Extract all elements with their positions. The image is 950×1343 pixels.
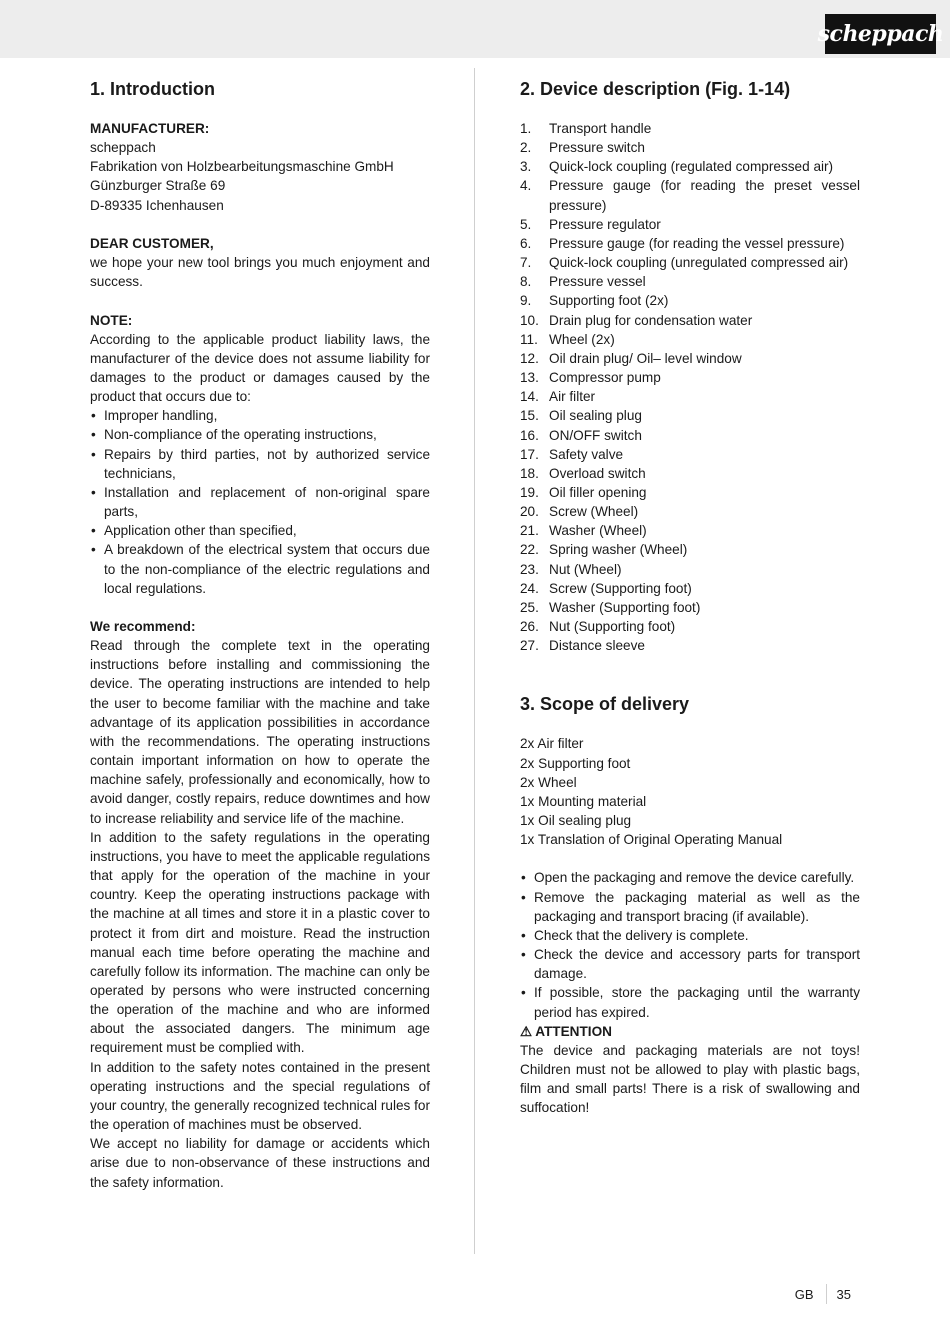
part-number: 8. — [520, 274, 532, 290]
list-item: • Repairs by third parties, not by authorized service technicians, — [90, 445, 430, 483]
header-bar — [0, 0, 950, 58]
part-item — [520, 426, 860, 445]
list-item: 2x Supporting foot — [520, 755, 631, 771]
part-label: Oil sealing plug — [549, 408, 642, 424]
list-item: 1x Translation of Original Operating Manual — [520, 832, 783, 848]
manufacturer-line: Fabrikation von Holzbearbeitungsmaschine GmbH — [90, 159, 394, 175]
list-item: • Improper handling, — [90, 406, 430, 425]
recommend-block — [90, 617, 430, 1192]
part-number: 20. — [520, 504, 539, 520]
part-item — [520, 311, 860, 330]
recommend-paragraph: Read through the complete text in the operating instructions before installing and commissioning the device. The operating instructions are intended to help the user to become familiar with the machine and take advantage of its application possibilities in accordance with the recommendations. The operating instructions contain important information on how to operate the machine safely, professionally and economically, how to avoid danger, costly repairs, reduce downtimes and how to increase reliability and service life of the machine. — [90, 638, 430, 826]
part-number: 1. — [520, 121, 532, 136]
part-label: Air filter — [549, 389, 596, 405]
part-item — [520, 176, 860, 214]
page-footer — [795, 1284, 851, 1304]
part-number: 5. — [520, 216, 532, 232]
part-item — [520, 368, 860, 387]
part-label: Nut (Supporting foot) — [549, 619, 676, 635]
list-item: • Check the device and accessory parts for transport damage. — [520, 945, 860, 983]
warning-triangle-icon: ⚠ — [520, 1023, 533, 1039]
part-item — [520, 119, 860, 138]
parts-list — [520, 119, 860, 655]
list-item: 2x Air filter — [520, 736, 584, 752]
part-item — [520, 406, 860, 425]
manufacturer-label: MANUFACTURER: — [90, 121, 210, 136]
part-number: 2. — [520, 140, 532, 156]
language-code: GB — [794, 1286, 814, 1302]
part-label: Pressure gauge (for reading the vessel pressure) — [549, 235, 845, 251]
dear-customer-label: DEAR CUSTOMER, — [90, 235, 214, 251]
part-number: 25. — [520, 599, 539, 615]
part-number: 12. — [520, 350, 539, 366]
part-item — [520, 502, 860, 521]
part-number: 7. — [520, 255, 532, 271]
part-item — [520, 540, 860, 559]
part-label: Oil drain plug/ Oil– level window — [549, 350, 742, 366]
manufacturer-block — [90, 119, 430, 215]
part-label: Spring washer (Wheel) — [549, 542, 688, 558]
part-item — [520, 349, 860, 368]
part-item — [520, 617, 860, 636]
part-item — [520, 330, 860, 349]
part-number: 24. — [520, 580, 539, 596]
part-label: Distance sleeve — [549, 638, 645, 654]
list-item: • Application other than specified, — [90, 521, 430, 540]
left-column — [90, 78, 430, 1192]
part-label: Pressure gauge (for reading the preset vessel pressure) — [549, 178, 860, 213]
recommend-paragraph: In addition to the safety notes contained in the present operating instructions and the special regulations of your country, the generally recognized technical rules for the operation of machines must be observed. — [90, 1059, 430, 1133]
part-label: Quick-lock coupling (unregulated compressed air) — [549, 255, 849, 271]
part-number: 4. — [520, 178, 532, 194]
manufacturer-line: Günzburger Straße 69 — [90, 178, 226, 194]
part-number: 26. — [520, 619, 539, 635]
part-label: Screw (Wheel) — [549, 504, 639, 520]
part-item — [520, 579, 860, 598]
manufacturer-line: D-89335 Ichenhausen — [90, 197, 224, 213]
part-number: 3. — [520, 159, 532, 175]
part-number: 13. — [520, 370, 539, 386]
part-number: 6. — [520, 235, 532, 251]
part-label: Wheel (2x) — [549, 331, 615, 347]
delivery-bullet-list — [520, 868, 860, 1021]
part-label: Overload switch — [549, 465, 646, 481]
part-item — [520, 636, 860, 655]
part-label: Drain plug for condensation water — [549, 312, 753, 328]
note-block — [90, 311, 430, 598]
part-number: 9. — [520, 293, 532, 309]
part-number: 19. — [520, 484, 539, 500]
part-item — [520, 387, 860, 406]
part-label: Transport handle — [549, 121, 652, 136]
attention-block — [520, 1022, 860, 1118]
part-number: 14. — [520, 389, 539, 405]
part-item — [520, 138, 860, 157]
part-item — [520, 291, 860, 310]
part-item — [520, 272, 860, 291]
dear-customer-block — [90, 234, 430, 291]
part-number: 21. — [520, 523, 539, 539]
part-number: 17. — [520, 446, 539, 462]
part-number: 18. — [520, 465, 539, 481]
list-item: • Check that the delivery is complete. — [520, 926, 860, 945]
part-item — [520, 598, 860, 617]
list-item: 1x Mounting material — [520, 793, 647, 809]
scope-of-delivery-heading: 3. Scope of delivery — [520, 694, 690, 715]
part-label: Pressure vessel — [549, 274, 646, 290]
dear-customer-text: we hope your new tool brings you much enjoyment and success. — [90, 255, 430, 290]
recommend-label: We recommend: — [90, 619, 196, 635]
list-item: • A breakdown of the electrical system that occurs due to the non-compliance of the electric regulations and local regulations. — [90, 540, 430, 597]
list-item: • Installation and replacement of non-original spare parts, — [90, 483, 430, 521]
list-item: 2x Wheel — [520, 774, 577, 790]
attention-heading: ⚠ ATTENTION — [520, 1023, 612, 1039]
part-label: Pressure switch — [549, 140, 645, 156]
note-text: According to the applicable product liability laws, the manufacturer of the device does not assume liability for damages to the product or damages caused by the product that occurs due to: — [90, 331, 430, 405]
part-number: 11. — [520, 331, 538, 347]
part-item — [520, 464, 860, 483]
list-item: • Remove the packaging material as well as the packaging and transport bracing (if available). — [520, 888, 860, 926]
part-label: Supporting foot (2x) — [549, 293, 669, 309]
manufacturer-line: scheppach — [90, 140, 156, 156]
part-label: Compressor pump — [549, 370, 661, 386]
list-item: • Open the packaging and remove the device carefully. — [520, 868, 860, 887]
column-divider — [474, 68, 475, 1254]
part-label: Oil filler opening — [549, 484, 647, 500]
part-number: 27. — [520, 638, 539, 654]
part-item — [520, 483, 860, 502]
part-label: Washer (Supporting foot) — [549, 599, 701, 615]
list-item: • Non-compliance of the operating instructions, — [90, 425, 430, 444]
part-label: Nut (Wheel) — [549, 561, 622, 577]
device-description-heading: 2. Device description (Fig. 1-14) — [520, 79, 791, 99]
part-number: 15. — [520, 408, 539, 424]
recommend-paragraph: We accept no liability for damage or accidents which arise due to non-observance of these instructions and the safety information. — [90, 1136, 430, 1190]
part-number: 22. — [520, 542, 539, 558]
note-label: NOTE: — [90, 312, 133, 328]
list-item: 1x Oil sealing plug — [520, 813, 632, 828]
introduction-heading: 1. Introduction — [90, 79, 215, 99]
part-item — [520, 560, 860, 579]
page-number: 35 — [836, 1286, 851, 1302]
part-label: Screw (Supporting foot) — [549, 580, 692, 596]
note-bullet-list — [90, 406, 430, 598]
footer-divider — [826, 1284, 827, 1304]
part-label: Safety valve — [549, 446, 624, 462]
list-item: • If possible, store the packaging until the warranty period has expired. — [520, 983, 860, 1021]
part-item — [520, 215, 860, 234]
part-item — [520, 253, 860, 272]
recommend-paragraph: In addition to the safety regulations in the operating instructions, you have to meet the applicable regulations that apply for the operation of the machine in your country. Keep the operating instructions package with the machine at all times and store it in a plastic cover to protect it from dirt and moisture. Read the instruction manual each time before operating the machine and carefully follow its information. The machine can only be operated by persons who were instructed concerning the operation of the machine and who are informed about the associated dangers. The minimum age requirement must be complied with. — [90, 829, 430, 1056]
part-number: 10. — [520, 312, 539, 328]
part-item — [520, 234, 860, 253]
part-item — [520, 521, 860, 540]
part-number: 16. — [520, 427, 539, 443]
right-column — [520, 78, 860, 1117]
part-item — [520, 445, 860, 464]
part-number: 23. — [520, 561, 539, 577]
attention-text: The device and packaging materials are not toys! Children must not be allowed to play with plastic bags, film and small parts! There is a risk of swallowing and suffocation! — [520, 1042, 860, 1116]
part-item — [520, 157, 860, 176]
scheppach-logo: scheppach — [825, 14, 936, 54]
part-label: Pressure regulator — [549, 216, 661, 232]
part-label: Washer (Wheel) — [549, 523, 647, 539]
delivery-items — [520, 734, 860, 849]
part-label: Quick-lock coupling (regulated compressed air) — [549, 159, 834, 175]
part-label: ON/OFF switch — [549, 427, 642, 443]
